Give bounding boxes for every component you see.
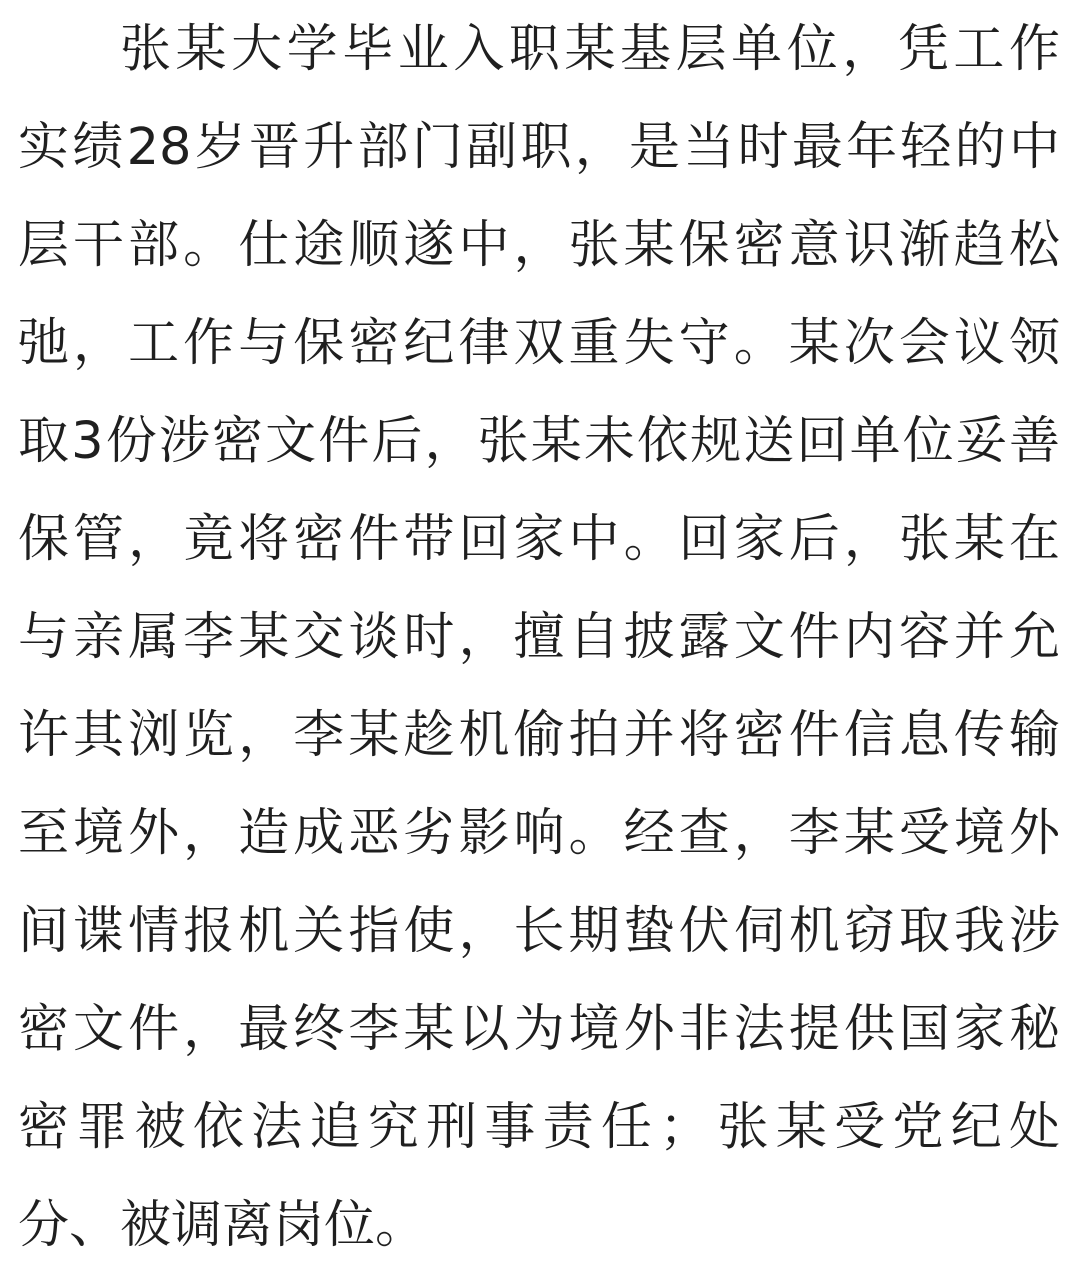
paragraph-line-8: 许其浏览，李某趁机偷拍并将密件信息传输 bbox=[18, 706, 1060, 765]
paragraph-line-1: 张某大学毕业入职某基层单位，凭工作 bbox=[120, 20, 1060, 79]
paragraph-line-5: 取3份涉密文件后，张某未依规送回单位妥善 bbox=[18, 412, 1060, 471]
paragraph-line-7: 与亲属李某交谈时，擅自披露文件内容并允 bbox=[18, 608, 1060, 667]
paragraph-line-2: 实绩28岁晋升部门副职，是当时最年轻的中 bbox=[18, 118, 1060, 177]
paragraph-line-12: 密罪被依法追究刑事责任；张某受党纪处 bbox=[18, 1098, 1060, 1157]
paragraph-line-3: 层干部。仕途顺遂中，张某保密意识渐趋松 bbox=[18, 216, 1060, 275]
paragraph-line-9: 至境外，造成恶劣影响。经查，李某受境外 bbox=[18, 804, 1060, 863]
paragraph-line-13: 分、被调离岗位。 bbox=[18, 1196, 427, 1255]
paragraph-line-4: 弛，工作与保密纪律双重失守。某次会议领 bbox=[18, 314, 1060, 373]
paragraph-line-6: 保管，竟将密件带回家中。回家后，张某在 bbox=[18, 510, 1060, 569]
paragraph-line-11: 密文件，最终李某以为境外非法提供国家秘 bbox=[18, 1000, 1060, 1059]
paragraph-line-10: 间谍情报机关指使，长期蛰伏伺机窃取我涉 bbox=[18, 902, 1060, 961]
